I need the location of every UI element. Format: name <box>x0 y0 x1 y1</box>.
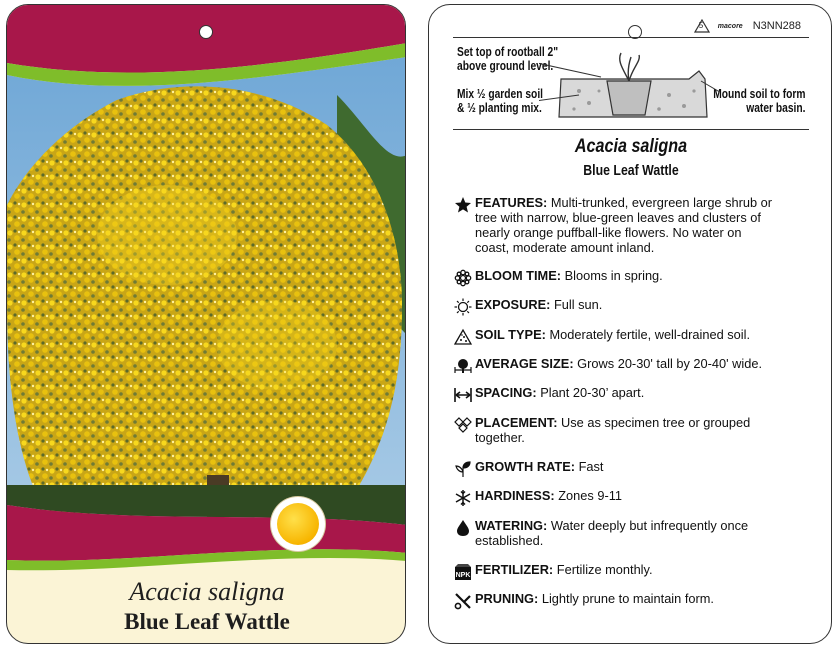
feature-text: Fast <box>578 459 604 474</box>
feature-row <box>453 327 823 346</box>
common-name: Blue Leaf Wattle <box>583 163 679 179</box>
mound-note-line: Mound soil to form <box>712 87 805 101</box>
planting-diagram-icon <box>539 51 719 123</box>
feature-text: Fertilize monthly. <box>556 562 653 577</box>
feature-row <box>453 415 823 445</box>
full-sun-icon <box>271 497 325 551</box>
divider <box>453 37 809 38</box>
spacing-icon <box>454 386 472 404</box>
feature-row <box>453 195 823 255</box>
feature-row <box>453 356 823 375</box>
size-icon <box>454 357 472 375</box>
npk-icon <box>453 563 473 581</box>
front-tag <box>6 4 406 644</box>
feature-text: Blooms in spring. <box>564 268 663 283</box>
feature-text: Use as specimen tree or grouped <box>561 415 751 430</box>
soil-mix-note-line: & ½ planting mix. <box>457 101 542 115</box>
plant-photo <box>7 45 406 535</box>
mound-note-line: water basin. <box>745 101 805 115</box>
pruning-shears-icon <box>454 592 472 610</box>
feature-text: Lightly prune to maintain form. <box>541 591 714 606</box>
placement-icon <box>454 416 472 434</box>
svg-text:NPK: NPK <box>455 572 471 579</box>
feature-label: HARDINESS: <box>475 488 555 503</box>
feature-label: BLOOM TIME: <box>475 268 562 283</box>
water-drop-icon <box>454 519 472 537</box>
rootball-note-line: above ground level. <box>457 59 554 73</box>
feature-label: EXPOSURE: <box>475 297 551 312</box>
feature-text: Grows 20-30' tall by 20-40' wide. <box>577 356 763 371</box>
feature-row <box>453 562 823 581</box>
feature-text: established. <box>475 533 544 548</box>
feature-row <box>453 488 823 507</box>
rootball-note-line: Set top of rootball 2" <box>457 45 559 59</box>
soil-mix-note <box>457 87 543 115</box>
feature-row <box>453 268 823 287</box>
feature-text: Plant 20-30’ apart. <box>540 385 645 400</box>
recycle-number: 5 <box>698 21 704 30</box>
feature-label: SOIL TYPE: <box>475 327 546 342</box>
feature-text: tree with narrow, blue-green leaves and clusters of <box>475 210 761 225</box>
feature-row <box>453 459 823 478</box>
feature-row <box>453 591 823 610</box>
tag-code-area <box>694 19 801 33</box>
feature-text: Moderately fertile, well-drained soil. <box>549 327 751 342</box>
star-icon <box>454 196 472 214</box>
front-artwork <box>7 5 406 644</box>
mound-note <box>713 87 805 115</box>
snowflake-icon <box>454 489 472 507</box>
latin-name: Acacia saligna <box>574 136 688 157</box>
soil-icon <box>454 328 472 346</box>
feature-label: WATERING: <box>475 518 548 533</box>
feature-row <box>453 297 823 316</box>
feature-text: Full sun. <box>553 297 603 312</box>
feature-text: together. <box>475 430 525 445</box>
feature-label: SPACING: <box>475 385 537 400</box>
hang-hole <box>199 25 213 39</box>
feature-text: nearly orange puffball-like flowers. No water on <box>475 225 742 240</box>
back-tag <box>428 4 832 644</box>
latin-name: Acacia saligna <box>129 577 285 606</box>
feature-label: GROWTH RATE: <box>475 459 575 474</box>
feature-label: PRUNING: <box>475 591 539 606</box>
feature-label: PLACEMENT: <box>475 415 558 430</box>
feature-row <box>453 385 823 404</box>
feature-label: AVERAGE SIZE: <box>475 356 574 371</box>
feature-label: FERTILIZER: <box>475 562 554 577</box>
feature-text: Multi-trunked, evergreen large shrub or <box>550 195 773 210</box>
growth-icon <box>454 460 472 478</box>
feature-text: Zones 9-11 <box>558 488 622 503</box>
feature-text: Water deeply but infrequently once <box>550 518 749 533</box>
divider <box>453 129 809 130</box>
feature-label: FEATURES: <box>475 195 548 210</box>
common-name: Blue Leaf Wattle <box>124 609 290 634</box>
macore-logo: macore <box>717 22 743 30</box>
feature-text: coast, moderate amount inland. <box>475 240 655 255</box>
tag-code: N3NN288 <box>752 20 801 32</box>
soil-mix-note-line: Mix ½ garden soil <box>457 87 544 101</box>
sun-icon <box>454 298 472 316</box>
feature-row <box>453 518 823 548</box>
bloom-icon <box>454 269 472 287</box>
